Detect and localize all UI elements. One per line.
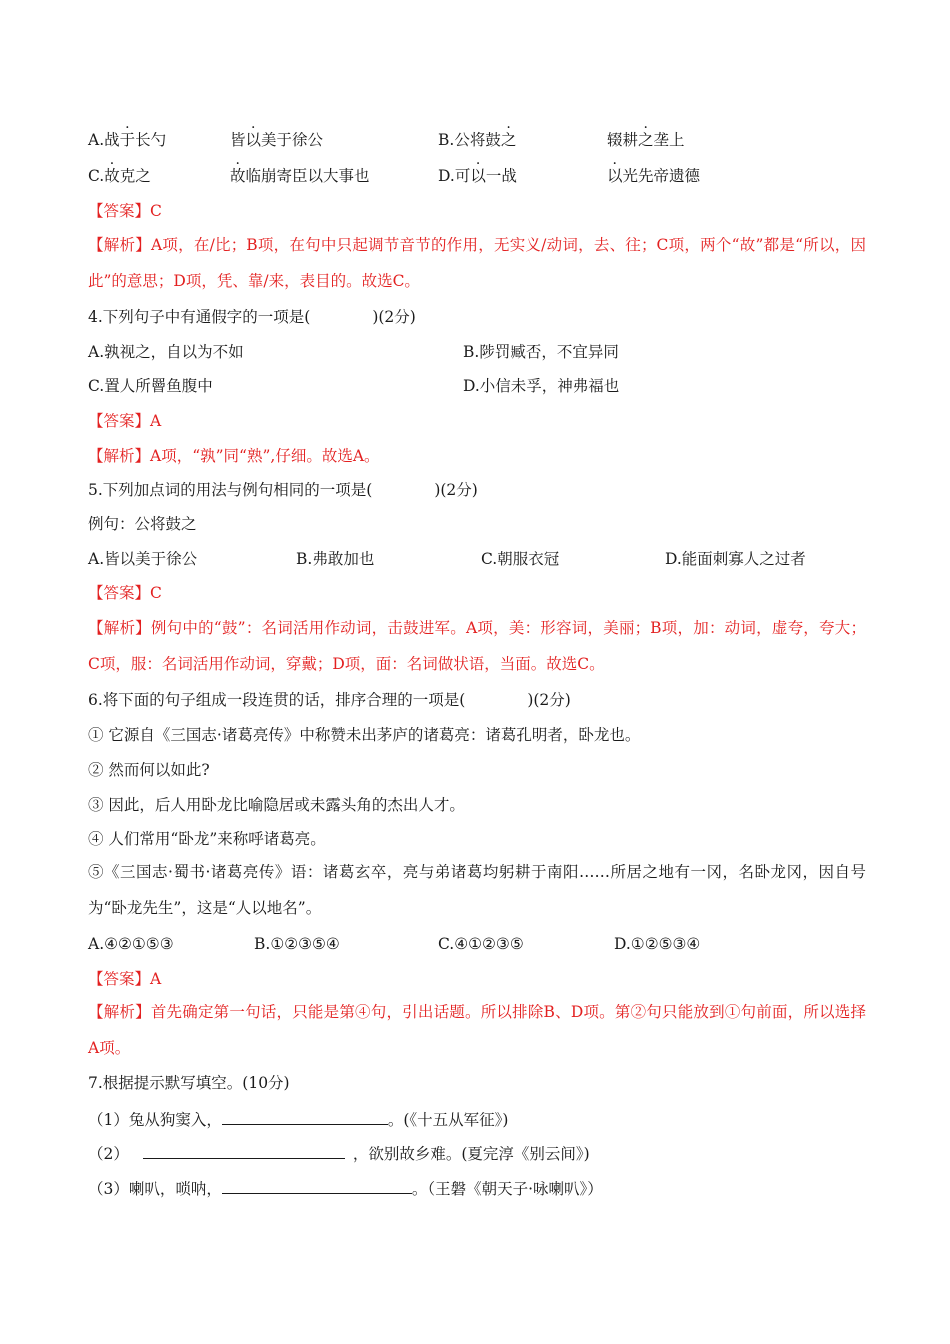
- q5-option-d: D.能面刺寡人之过者: [665, 550, 806, 568]
- q7-line-2: （2） ，欲别故乡难。(夏完淳《别云间》): [88, 1145, 590, 1163]
- q3-option-a: A.战于长勺: [88, 131, 167, 149]
- q5-option-c: C.朝服衣冠: [481, 550, 560, 568]
- q3-option-d: D.可以一战: [438, 167, 517, 185]
- q6-option-a: A.④②①⑤③: [88, 935, 174, 953]
- q3-option-b2: 辍耕之垄上: [607, 131, 685, 149]
- q3-option-b: B.公将鼓之: [438, 131, 517, 149]
- q4-option-c: C.置人所罾鱼腹中: [88, 377, 213, 395]
- q6-option-c: C.④①②③⑤: [438, 935, 524, 953]
- q7-blank-2[interactable]: [143, 1143, 345, 1159]
- q5-title: 5.下列加点词的用法与例句相同的一项是( )(2分): [88, 481, 478, 499]
- q7-line-1: （1）兔从狗窦入， 。(《十五从军征》): [88, 1111, 509, 1129]
- q6-sentence-5: ⑤《三国志·蜀书·诸葛亮传》语：诸葛玄卒，亮与弟诸葛均躬耕于南阳……所居之地有一冈，名卧龙冈，因自号为“卧龙先生”，这是“人以地名”。: [88, 863, 866, 917]
- q6-option-b: B.①②③⑤④: [254, 935, 340, 953]
- q5-option-a: A.皆以美于徐公: [88, 550, 198, 568]
- q6-sentence-3: ③ 因此，后人用卧龙比喻隐居或未露头角的杰出人才。: [88, 796, 465, 814]
- q6-title: 6.将下面的句子组成一段连贯的话，排序合理的一项是( )(2分): [88, 691, 571, 709]
- q4-title: 4.下列句子中有通假字的一项是( )(2分): [88, 308, 416, 326]
- q6-sentence-1: ① 它源自《三国志·诸葛亮传》中称赞未出茅庐的诸葛亮：诸葛孔明者，卧龙也。: [88, 726, 641, 744]
- q3-analysis: 【解析】A项，在/比；B项，在句中只起调节音节的作用，无实义/动词，去、往；C项，两个“故”都是“所以，因此”的意思；D项，凭、靠/来，表目的。故选C。: [88, 236, 866, 290]
- q5-example: 例句：公将鼓之: [88, 515, 197, 533]
- q6-answer: 【答案】A: [88, 970, 162, 988]
- q3-option-c2: 故临崩寄臣以大事也: [230, 167, 370, 185]
- q5-analysis: 【解析】例句中的“鼓”：名词活用作动词，击鼓进军。A项，美：形容词，美丽；B项，加：动词，虚夸，夸大；C项，服：名词活用作动词，穿戴；D项，面：名词做状语，当面。故选C。: [88, 619, 866, 673]
- q6-sentence-4: ④ 人们常用“卧龙”来称呼诸葛亮。: [88, 830, 326, 848]
- q7-title: 7.根据提示默写填空。(10分): [88, 1074, 290, 1092]
- q7-blank-1[interactable]: [222, 1109, 388, 1125]
- q3-answer: 【答案】C: [88, 202, 162, 220]
- q4-option-b: B.陟罚臧否，不宜异同: [463, 343, 619, 361]
- q4-answer: 【答案】A: [88, 412, 162, 430]
- q4-analysis: 【解析】A项，“孰”同“熟”,仔细。故选A。: [88, 447, 380, 465]
- q3-option-d2: 以光先帝遗德: [607, 167, 701, 185]
- q3-option-c: C.故克之: [88, 167, 151, 185]
- q6-option-d: D.①②⑤③④: [614, 935, 701, 953]
- q7-line-3: （3）喇叭，唢呐， 。（王磐《朝天子·咏喇叭》）: [88, 1180, 603, 1198]
- q3-option-a2: 皆以美于徐公: [230, 131, 324, 149]
- q5-option-b: B.弗敢加也: [296, 550, 375, 568]
- q7-blank-3[interactable]: [222, 1178, 412, 1194]
- q6-analysis: 【解析】首先确定第一句话，只能是第④句，引出话题。所以排除B、D项。第②句只能放到①句前面，所以选择A项。: [88, 1003, 866, 1057]
- q4-option-a: A.孰视之，自以为不如: [88, 343, 244, 361]
- q5-answer: 【答案】C: [88, 584, 162, 602]
- q4-option-d: D.小信未孚，神弗福也: [463, 377, 620, 395]
- q6-sentence-2: ② 然而何以如此?: [88, 761, 210, 779]
